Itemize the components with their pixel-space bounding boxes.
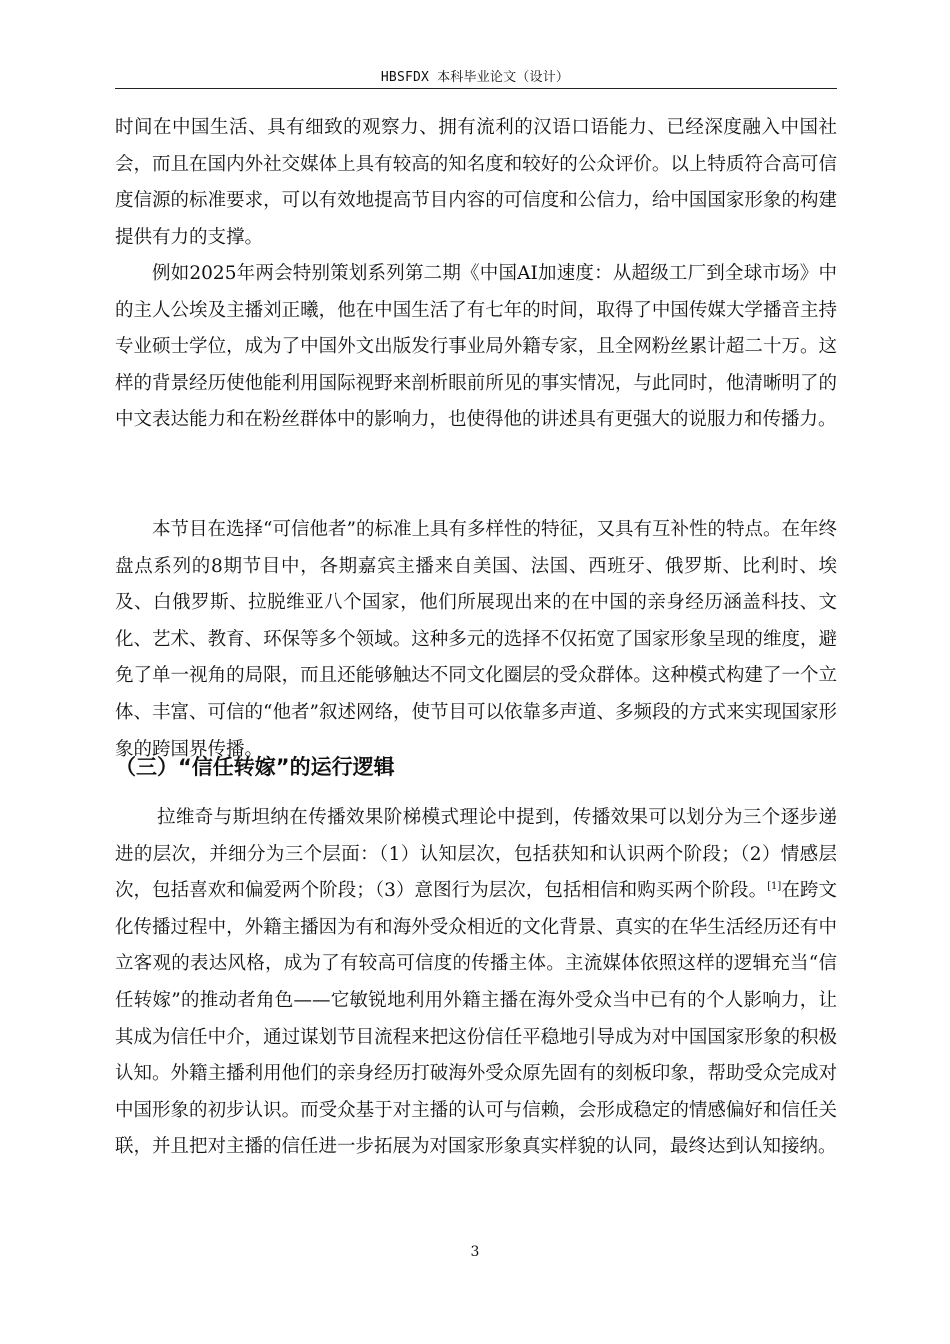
paragraph-trust-transfer — [115, 800, 837, 1166]
header-rule — [115, 88, 837, 89]
paragraph-continued: 时间在中国生活、具有细致的观察力、拥有流利的汉语口语能力、已经深度融入中国社会，而且在国内外社交媒体上具有较高的知名度和较好的公众评价。以上特质符合高可信度信源的标准要求，可以有效地提高节目内容的可信度和公信力，给中国国家形象的构建提供有力的支撑。 — [115, 117, 837, 248]
paragraph-text-after-citation: 在跨文化传播过程中，外籍主播因为有和海外受众相近的文化背景、真实的在华生活经历还有中立客观的表达风格，成为了有较高可信度的传播主体。主流媒体依照这样的逻辑充当“信任转嫁”的推动者角色——它敏锐地利用外籍主播在海外受众当中已有的个人影响力，让其成为信任中介，通过谋划节目流程来把这份信任平稳地引导成为对中国国家形象的积极认知。外籍主播利用他们的亲身经历打破海外受众原先固有的刻板印象，帮助受众完成对中国形象的初步认识。而受众基于对主播的认可与信赖，会形成稳定的情感偏好和信任关联，并且把对主播的信任进一步拓展为对国家形象真实样貌的认同，最终达到认知接纳。 — [115, 880, 837, 1158]
paragraph-example: 例如2025年两会特别策划系列第二期《中国AI加速度：从超级工厂到全球市场》中的主人公埃及主播刘正曦，他在中国生活了有七年的时间，取得了中国传媒大学播音主持专业硕士学位，成为了中国外文出版发行事业局外籍专家，且全网粉丝累计超二十万。这样的背景经历使他能利用国际视野来剖析眼前所见的事实情况，与此同时，他清晰明了的中文表达能力和在粉丝群体中的影响力，也使得他的讲述具有更强大的说服力和传播力。 — [115, 263, 837, 431]
paragraph-diversity: 本节目在选择“可信他者”的标准上具有多样性的特征，又具有互补性的特点。在年终盘点系列的8期节目中，各期嘉宾主播来自美国、法国、西班牙、俄罗斯、比利时、埃及、白俄罗斯、拉脱维亚八个国家，他们所展现出来的在中国的亲身经历涵盖科技、文化、艺术、教育、环保等多个领域。这种多元的选择不仅拓宽了国家形象呈现的维度，避免了单一视角的局限，而且还能够触达不同文化圈层的受众群体。这种模式构建了一个立体、丰富、可信的“他者”叙述网络，使节目可以依靠多声道、多频段的方式来实现国家形象的跨国界传播。 — [115, 519, 837, 760]
page-number: 3 — [470, 1244, 480, 1260]
paragraph-text-before-citation: 拉维奇与斯坦纳在传播效果阶梯模式理论中提到，传播效果可以划分为三个逐步递进的层次，并细分为三个层面：（1）认知层次，包括获知和认识两个阶段；（2）情感层次，包括喜欢和偏爱两个阶段；（3）意图行为层次，包括相信和购买两个阶段。 — [115, 807, 837, 902]
citation-marker[interactable]: [1] — [767, 881, 782, 893]
running-header: HBSFDX 本科毕业论文（设计） — [380, 70, 570, 85]
section-heading: （三）“信任转嫁”的运行逻辑 — [115, 755, 395, 779]
